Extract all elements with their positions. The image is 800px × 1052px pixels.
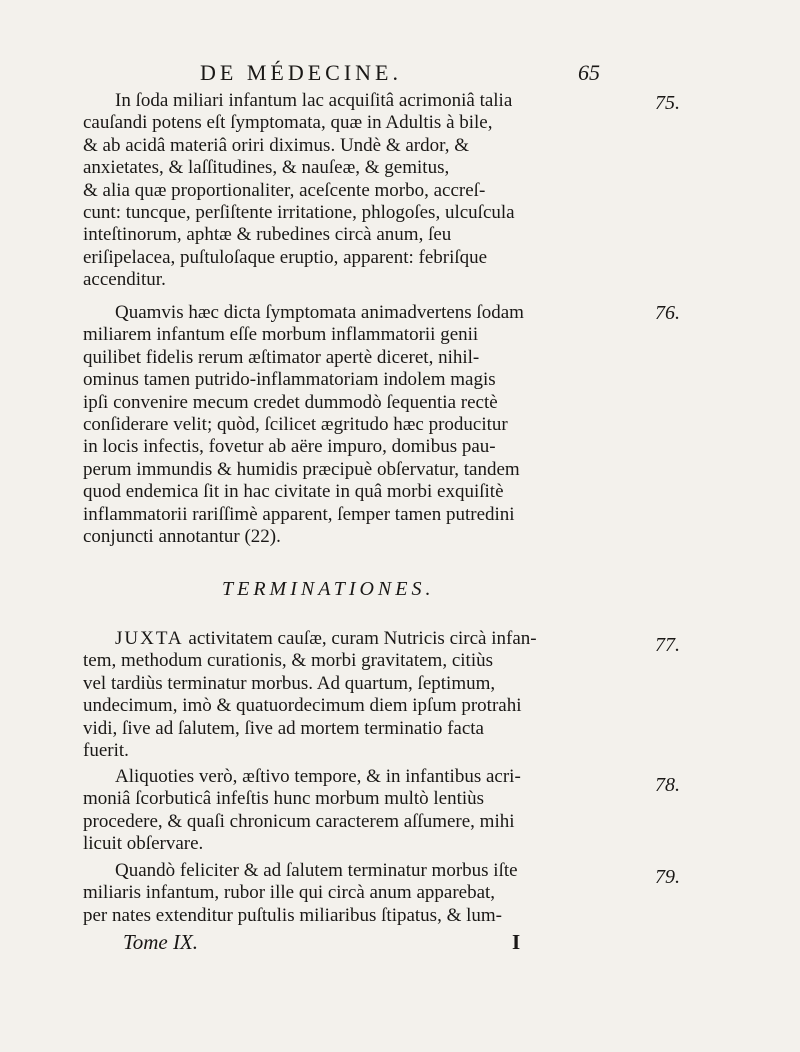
paragraph-number: 75. <box>655 92 680 114</box>
text-line <box>83 628 623 650</box>
text-line: accenditur. <box>83 269 166 291</box>
text-line: ipſi convenire mecum credet dummodò ſequentia rectè <box>83 391 498 413</box>
paragraph-number: 78. <box>655 774 680 796</box>
text-line: cunt: tuncque, perſiſtente irritatione, phlogoſes, ulcuſcula <box>83 202 515 224</box>
lead-word: JUXTA <box>115 628 184 649</box>
volume-label: Tome IX. <box>123 930 199 954</box>
paragraph <box>83 90 623 292</box>
text-line: per nates extenditur puſtulis miliaribus ſtipatus, & lum- <box>83 904 502 926</box>
paragraph <box>83 766 623 856</box>
text-line: moniâ ſcorbuticâ infeſtis hunc morbum multò lentiùs <box>83 788 485 810</box>
text-line: miliaris infantum, rubor ille qui circà anum apparebat, <box>83 882 496 904</box>
text-line: anxietates, & laſſitudines, & nauſeæ, & gemitus, <box>83 157 450 179</box>
text-line: vidi, ſive ad ſalutem, ſive ad mortem terminatio facta <box>83 717 484 739</box>
text-line: conjuncti annotantur (22). <box>83 526 281 548</box>
paragraph <box>83 860 623 927</box>
text-line: & alia quæ proportionaliter, aceſcente morbo, accreſ- <box>83 179 486 201</box>
paragraph-number: 77. <box>655 634 680 656</box>
text-line: procedere, & quaſi chronicum caracterem aſſumere, mihi <box>83 810 515 832</box>
text-line: quod endemica ſit in hac civitate in quâ morbi exquiſitè <box>83 481 504 503</box>
text-line: Quandò feliciter & ad ſalutem terminatur morbus iſte <box>115 860 518 881</box>
text-line: in locis infectis, fovetur ab aëre impuro, domibus pau- <box>83 436 496 458</box>
page-number: 65 <box>578 60 600 85</box>
running-title: DE MÉDECINE. <box>200 60 402 85</box>
text-line: perum immundis & humidis præcipuè obſervatur, tandem <box>83 458 520 480</box>
text-line: miliarem infantum eſſe morbum inflammatorii genii <box>83 324 479 346</box>
text-line: vel tardiùs terminatur morbus. Ad quartum, ſeptimum, <box>83 672 496 694</box>
text-line: tem, methodum curationis, & morbi gravitatem, citiùs <box>83 650 494 672</box>
text-line: fuerit. <box>83 740 129 762</box>
text-line: & ab acidâ materiâ oriri diximus. Undè & ardor, & <box>83 134 469 156</box>
text-line: cauſandi potens eſt ſymptomata, quæ in Adultis à bile, <box>83 112 493 134</box>
text-line: undecimum, imò & quatuordecimum diem ipſum protrahi <box>83 695 522 717</box>
text-line: In ſoda miliari infantum lac acquiſitâ acrimoniâ talia <box>115 90 513 111</box>
text-line: Aliquoties verò, æſtivo tempore, & in infantibus acri- <box>115 766 521 787</box>
paragraph <box>83 302 623 548</box>
text-line: inflammatorii rariſſimè apparent, ſemper tamen putredini <box>83 503 515 525</box>
text-fragment: activitatem cauſæ, curam Nutricis circà infan- <box>183 628 537 649</box>
section-heading: TERMINATIONES. <box>222 578 435 600</box>
paragraph-number: 76. <box>655 302 680 324</box>
text-line: quilibet fidelis rerum æſtimator apertè diceret, nihil- <box>83 346 480 368</box>
text-line: eriſipelacea, puſtuloſaque eruptio, apparent: febriſque <box>83 246 488 268</box>
text-line: inteſtinorum, aphtæ & rubedines circà anum, ſeu <box>83 224 452 246</box>
text-line: ominus tamen putrido-inflammatoriam indolem magis <box>83 369 496 391</box>
text-line: licuit obſervare. <box>83 833 204 855</box>
paragraph-number: 79. <box>655 866 680 888</box>
signature-mark: I <box>512 930 521 954</box>
paragraph <box>83 628 623 762</box>
text-line: conſiderare velit; quòd, ſcilicet ægritudo hæc producitur <box>83 414 508 436</box>
text-line: Quamvis hæc dicta ſymptomata animadvertens ſodam <box>115 302 524 323</box>
